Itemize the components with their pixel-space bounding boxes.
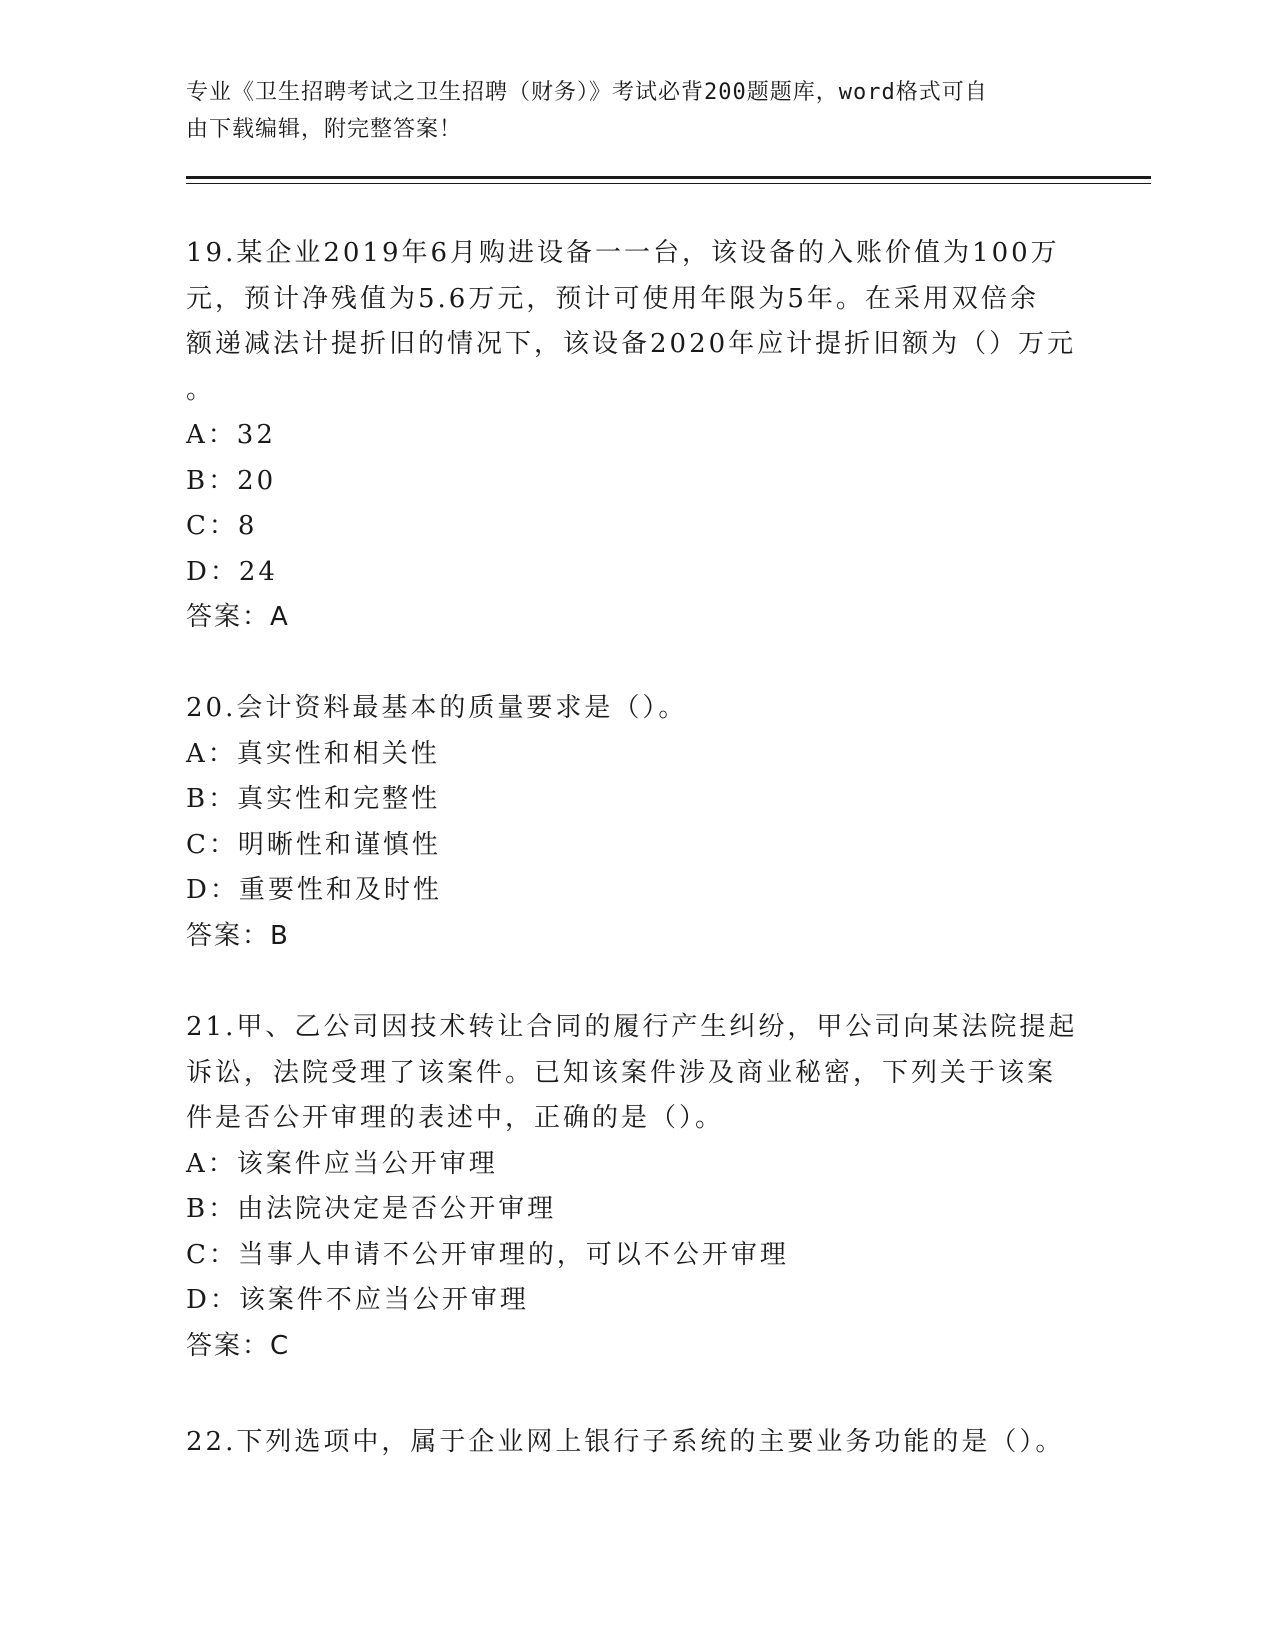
option-c: C：明晰性和谨慎性 bbox=[186, 829, 441, 860]
question-20 bbox=[186, 686, 1086, 959]
option-d: D：重要性和及时性 bbox=[186, 875, 442, 905]
header-line: 由下载编辑，附完整答案！ bbox=[186, 117, 463, 142]
option-a: A：该案件应当公开审理 bbox=[186, 1148, 498, 1179]
header-divider-thin bbox=[186, 183, 1151, 184]
option-d: D：该案件不应当公开审理 bbox=[186, 1285, 529, 1315]
answer-label: 答案：B bbox=[186, 920, 290, 951]
answer-label: 答案：A bbox=[186, 602, 290, 632]
question-stem-line: 元，预计净残值为5.6万元，预计可使用年限为5年。在采用双倍余 bbox=[186, 283, 1039, 314]
option-b: B：真实性和完整性 bbox=[186, 784, 441, 814]
option-c: C：当事人申请不公开审理的，可以不公开审理 bbox=[186, 1239, 789, 1270]
question-stem-line: 22.下列选项中，属于企业网上银行子系统的主要业务功能的是（）。 bbox=[186, 1427, 1065, 1457]
question-21 bbox=[186, 1005, 1086, 1369]
option-c: C：8 bbox=[186, 511, 258, 541]
option-b: B：由法院决定是否公开审理 bbox=[186, 1194, 557, 1224]
question-stem-line: 诉讼，法院受理了该案件。已知该案件涉及商业秘密，下列关于该案 bbox=[186, 1057, 1057, 1088]
question-22 bbox=[186, 1420, 1086, 1466]
answer-label: 答案：C bbox=[186, 1330, 291, 1361]
question-stem-line: 额递减法计提折旧的情况下，该设备2020年应计提折旧额为（）万元 bbox=[186, 329, 1077, 359]
question-stem-line: 20.会计资料最基本的质量要求是（）。 bbox=[186, 693, 688, 723]
question-stem-line: 。 bbox=[186, 374, 216, 405]
question-19 bbox=[186, 231, 1086, 641]
option-d: D：24 bbox=[186, 556, 278, 587]
option-a: A：32 bbox=[186, 420, 276, 450]
header-divider-thick bbox=[186, 176, 1151, 179]
option-a: A：真实性和相关性 bbox=[186, 738, 440, 769]
header-line: 专业《卫生招聘考试之卫生招聘（财务）》考试必背200题题库，word格式可自 bbox=[186, 80, 988, 105]
document-header bbox=[186, 74, 1066, 148]
question-stem-line: 件是否公开审理的表述中，正确的是（）。 bbox=[186, 1103, 725, 1133]
option-b: B：20 bbox=[186, 465, 277, 496]
question-stem-line: 19.某企业2019年6月购进设备一一台，该设备的入账价值为100万 bbox=[186, 238, 1060, 268]
question-stem-line: 21.甲、乙公司因技术转让合同的履行产生纠纷，甲公司向某法院提起 bbox=[186, 1012, 1078, 1042]
